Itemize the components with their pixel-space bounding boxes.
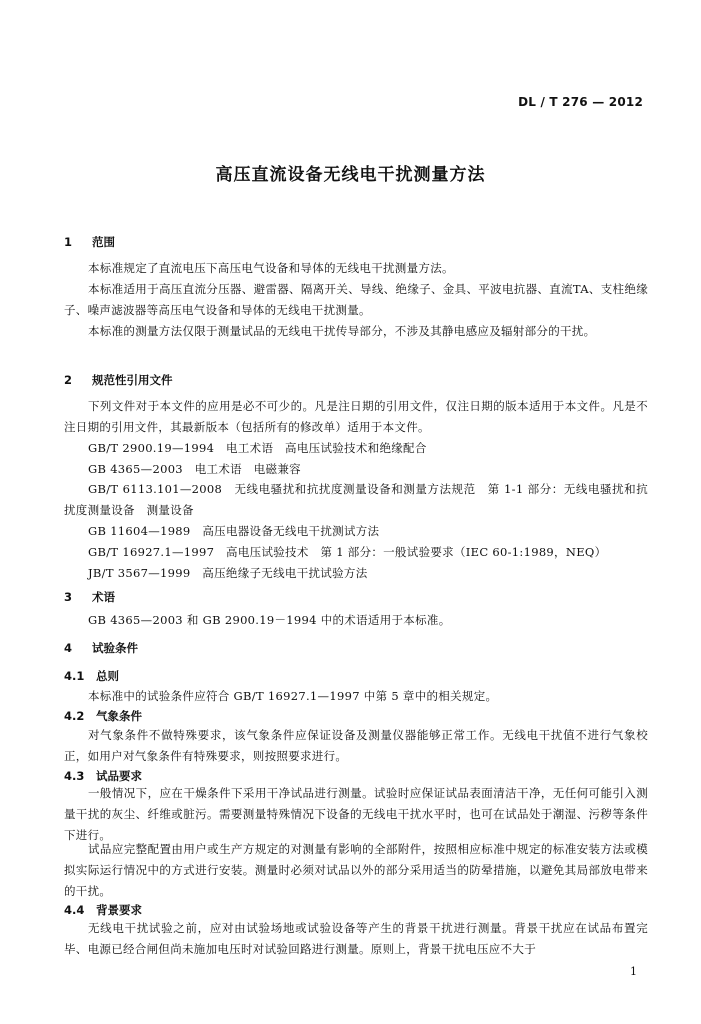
subsection-4-3-heading [64, 768, 142, 784]
subsection-number: 4.3 [64, 769, 85, 783]
reference-item: GB/T 2900.19—1994 电工术语 高电压试验技术和绝缘配合 [88, 441, 427, 455]
subsection-4-1-heading [64, 668, 119, 684]
document-number: DL / T 276 — 2012 [518, 95, 643, 109]
reference-item: GB/T 6113.101—2008 无线电骚扰和抗扰度测量设备和测量方法规范 第 1-1 部分：无线电骚扰和抗扰度测量设备 测量设备 [64, 482, 648, 517]
reference-item: GB/T 16927.1—1997 高电压试验技术 第 1 部分：一般试验要求（IEC 60-1:1989，NEQ） [88, 545, 607, 559]
section-1-paragraph-1: 本标准规定了直流电压下高压电气设备和导体的无线电干扰测量方法。 [88, 261, 454, 275]
subsection-4-2-heading [64, 708, 142, 724]
reference-item: GB 4365—2003 电工术语 电磁兼容 [88, 462, 301, 476]
subsection-number: 4.4 [64, 903, 85, 917]
subsection-title: 气象条件 [96, 709, 142, 723]
section-4-heading [64, 640, 138, 656]
subsection-4-4-heading [64, 902, 142, 918]
section-1-paragraph-2: 本标准适用于高压直流分压器、避雷器、隔离开关、导线、绝缘子、金具、平波电抗器、直流TA、支柱绝缘子、噪声滤波器等高压电气设备和导体的无线电干扰测量。 [64, 282, 648, 317]
reference-item: JB/T 3567—1999 高压绝缘子无线电干扰试验方法 [88, 566, 368, 580]
subsection-title: 试品要求 [96, 769, 142, 783]
subsection-4-3-paragraph-2: 试品应完整配置由用户或生产方规定的对测量有影响的全部附件，按照相应标准中规定的标准安装方法或模拟实际运行情况中的方式进行安装。测量时必须对试品以外的部分采用适当的防晕措施，以避免其局部放电带来的干扰。 [64, 842, 648, 898]
subsection-4-1-paragraph: 本标准中的试验条件应符合 GB/T 16927.1—1997 中第 5 章中的相关规定。 [88, 689, 498, 703]
section-title: 范围 [92, 235, 115, 249]
section-number: 1 [64, 235, 73, 249]
subsection-number: 4.2 [64, 709, 85, 723]
section-1-heading [64, 234, 115, 250]
section-number: 4 [64, 641, 73, 655]
subsection-4-3-paragraph-1: 一般情况下，应在干燥条件下采用干净试品进行测量。试验时应保证试品表面清洁干净，无任何可能引入测量干扰的灰尘、纤维或脏污。需要测量特殊情况下设备的无线电干扰水平时，也可在试品处于潮湿、污秽等条件下进行。 [64, 786, 648, 842]
subsection-4-4-paragraph: 无线电干扰试验之前，应对由试验场地或试验设备等产生的背景干扰进行测量。背景干扰应在试品布置完毕、电源已经合闸但尚未施加电压时对试验回路进行测量。原则上，背景干扰电压应不大于 [64, 921, 648, 956]
reference-item: GB 11604—1989 高压电器设备无线电干扰测试方法 [88, 524, 380, 538]
section-number: 3 [64, 590, 73, 604]
section-3-paragraph: GB 4365—2003 和 GB 2900.19－1994 中的术语适用于本标准。 [88, 613, 451, 627]
page-number: 1 [630, 965, 637, 978]
section-title: 试验条件 [92, 641, 138, 655]
subsection-4-2-paragraph: 对气象条件不做特殊要求，该气象条件应保证设备及测量仪器能够正常工作。无线电干扰值不进行气象校正，如用户对气象条件有特殊要求，则按照要求进行。 [64, 728, 648, 763]
section-1-paragraph-3: 本标准的测量方法仅限于测量试品的无线电干扰传导部分，不涉及其静电感应及辐射部分的干扰。 [88, 324, 596, 338]
section-2-heading [64, 372, 173, 388]
subsection-title: 背景要求 [96, 903, 142, 917]
section-2-intro: 下列文件对于本文件的应用是必不可少的。凡是注日期的引用文件，仅注日期的版本适用于本文件。凡是不注日期的引用文件，其最新版本（包括所有的修改单）适用于本文件。 [64, 399, 648, 434]
section-title: 术语 [92, 590, 115, 604]
subsection-title: 总则 [96, 669, 119, 683]
page-title: 高压直流设备无线电干扰测量方法 [215, 165, 486, 185]
section-number: 2 [64, 373, 73, 387]
section-3-heading [64, 589, 115, 605]
section-title: 规范性引用文件 [92, 373, 173, 387]
subsection-number: 4.1 [64, 669, 85, 683]
